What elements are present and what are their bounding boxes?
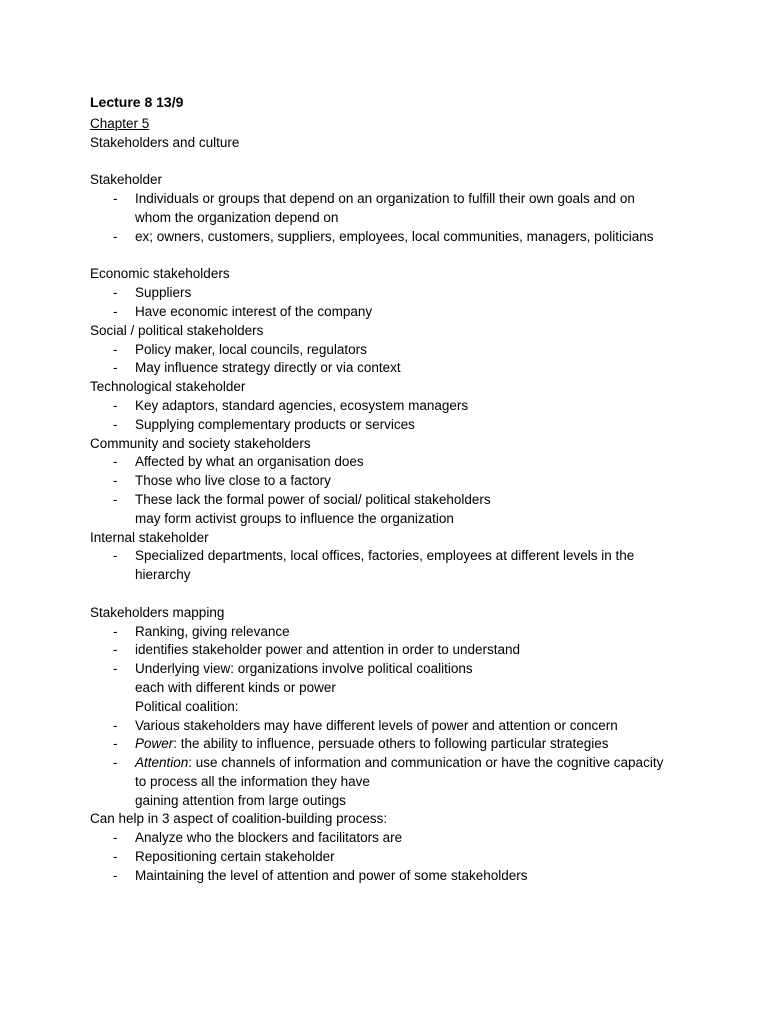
bullet-text: Various stakeholders may have different levels of power and attention or concern xyxy=(135,717,618,733)
bullet-text: Individuals or groups that depend on an organization to fulfill their own goals and on xyxy=(135,191,635,207)
section-heading-mapping: Stakeholders mapping xyxy=(90,604,225,620)
bullet-text: Repositioning certain stakeholder xyxy=(135,849,335,865)
bullet-dash: - xyxy=(113,548,118,564)
bullet-dash: - xyxy=(113,849,118,865)
term-definition: : use channels of information and communication or have the cognitive capacity xyxy=(188,755,664,771)
chapter-heading: Chapter 5 xyxy=(90,116,150,131)
bullet-text: Ranking, giving relevance xyxy=(135,623,290,639)
bullet-text: Suppliers xyxy=(135,285,192,301)
bullet-dash: - xyxy=(113,360,118,376)
bullet-item xyxy=(90,623,710,642)
bullet-item xyxy=(90,491,710,510)
bullet-dash: - xyxy=(113,491,118,507)
section-heading-social: Social / political stakeholders xyxy=(90,322,264,338)
bullet-text: ex; owners, customers, suppliers, employees, local communities, managers, politicians xyxy=(135,228,654,244)
bullet-text: Underlying view: organizations involve political coalitions xyxy=(135,661,473,677)
bullet-text: Those who live close to a factory xyxy=(135,473,331,489)
section-heading-stakeholder: Stakeholder xyxy=(90,172,163,188)
bullet-dash: - xyxy=(113,416,118,432)
continuation-line: gaining attention from large outings xyxy=(135,792,346,808)
continuation-line: each with different kinds or power xyxy=(135,679,336,695)
bullet-dash: - xyxy=(113,191,118,207)
bullet-dash: - xyxy=(113,755,118,771)
term-definition: : the ability to influence, persuade others to following particular strategies xyxy=(173,736,609,752)
bullet-dash: - xyxy=(113,228,118,244)
bullet-dash: - xyxy=(113,830,118,846)
bullet-text: Key adaptors, standard agencies, ecosystem managers xyxy=(135,397,469,413)
term-power: Power xyxy=(135,736,174,752)
section-heading-coalition: Can help in 3 aspect of coalition-building process: xyxy=(90,811,388,827)
document-body xyxy=(90,93,710,886)
bullet-text: Maintaining the level of attention and power of some stakeholders xyxy=(135,867,528,883)
lecture-title: Lecture 8 13/9 xyxy=(90,94,184,110)
section-heading-community: Community and society stakeholders xyxy=(90,435,311,451)
bullet-item xyxy=(90,829,710,848)
bullet-text: Policy maker, local councils, regulators xyxy=(135,341,367,357)
bullet-item xyxy=(90,303,710,322)
bullet-item xyxy=(90,341,710,360)
bullet-dash: - xyxy=(113,303,118,319)
bullet-item xyxy=(90,453,710,472)
bullet-item xyxy=(90,397,710,416)
continuation-line: Political coalition: xyxy=(135,698,239,714)
bullet-text xyxy=(135,735,710,754)
term-attention: Attention xyxy=(135,755,189,771)
bullet-text: Supplying complementary products or services xyxy=(135,416,415,432)
bullet-text: Analyze who the blockers and facilitators are xyxy=(135,830,403,846)
bullet-item xyxy=(90,284,710,303)
bullet-item xyxy=(90,472,710,491)
bullet-item xyxy=(90,660,710,679)
bullet-dash: - xyxy=(113,341,118,357)
bullet-text xyxy=(135,754,710,773)
bullet-text: These lack the formal power of social/ political stakeholders xyxy=(135,491,491,507)
topic-line: Stakeholders and culture xyxy=(90,134,240,150)
bullet-text-wrap: hierarchy xyxy=(135,567,191,583)
bullet-item xyxy=(90,848,710,867)
bullet-item xyxy=(90,641,710,660)
bullet-item xyxy=(90,754,710,792)
spacer xyxy=(90,585,710,604)
spacer xyxy=(90,247,710,266)
bullet-dash: - xyxy=(113,642,118,658)
bullet-dash: - xyxy=(113,397,118,413)
bullet-text: identifies stakeholder power and attention in order to understand xyxy=(135,642,521,658)
bullet-dash: - xyxy=(113,285,118,301)
bullet-text-wrap: whom the organization depend on xyxy=(135,209,339,225)
bullet-text: Affected by what an organisation does xyxy=(135,454,364,470)
bullet-item xyxy=(90,735,710,754)
spacer xyxy=(90,153,710,172)
bullet-dash: - xyxy=(113,623,118,639)
section-heading-economic: Economic stakeholders xyxy=(90,266,230,282)
bullet-text: Specialized departments, local offices, factories, employees at different levels in the xyxy=(135,548,635,564)
bullet-item xyxy=(90,359,710,378)
bullet-dash: - xyxy=(113,717,118,733)
bullet-item xyxy=(90,867,710,886)
bullet-text: Have economic interest of the company xyxy=(135,303,373,319)
bullet-dash: - xyxy=(113,473,118,489)
section-heading-internal: Internal stakeholder xyxy=(90,529,209,545)
bullet-item xyxy=(90,416,710,435)
bullet-item xyxy=(90,547,710,585)
section-heading-technological: Technological stakeholder xyxy=(90,379,246,395)
bullet-dash: - xyxy=(113,736,118,752)
bullet-dash: - xyxy=(113,867,118,883)
continuation-line: may form activist groups to influence the organization xyxy=(135,510,454,526)
bullet-dash: - xyxy=(113,454,118,470)
bullet-item xyxy=(90,190,710,228)
bullet-item xyxy=(90,228,710,247)
bullet-item xyxy=(90,717,710,736)
bullet-text-wrap: to process all the information they have xyxy=(135,773,370,789)
bullet-text: May influence strategy directly or via context xyxy=(135,360,401,376)
bullet-dash: - xyxy=(113,661,118,677)
